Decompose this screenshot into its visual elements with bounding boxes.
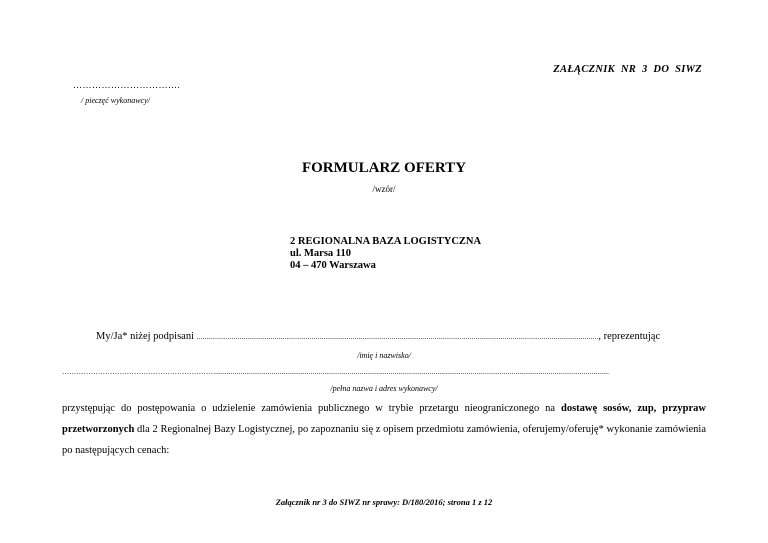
recipient-address — [290, 236, 481, 272]
annex-label: ZAŁĄCZNIK NR 3 DO SIWZ — [553, 64, 702, 75]
signatory-line — [96, 331, 660, 342]
signatory-lead: My/Ja* niżej podpisani — [96, 331, 194, 342]
page-subtitle: /wzór/ — [372, 184, 396, 194]
signatory-trail: , reprezentując — [598, 331, 661, 342]
body-text-subject: dostawę sosów, zup, przypraw przetworzonych — [62, 403, 706, 435]
page-title: FORMULARZ OFERTY — [301, 160, 467, 176]
recipient-street: ul. Marsa 110 — [290, 248, 351, 259]
stamp-placeholder: ……………………………. — [73, 80, 181, 90]
offer-body-text — [62, 398, 706, 461]
recipient-name: 2 REGIONALNA BAZA LOGISTYCZNA — [290, 236, 482, 247]
page-footer: Załącznik nr 3 do SIWZ nr sprawy: D/180/2016; strona 1 z 12 — [275, 497, 493, 507]
name-caption: /imię i nazwisko/ — [357, 351, 411, 360]
body-text-post: dla 2 Regionalnej Bazy Logistycznej, po zapoznaniu się z opisem przedmiotu zamówienia, oferujemy/oferuję* wykonanie zamówienia po następujących cenach: — [62, 424, 706, 456]
signatory-name-field: .............................................................................................................................................................................................................. — [196, 333, 599, 341]
company-line — [62, 366, 702, 377]
recipient-city: 04 – 470 Warszawa — [290, 260, 376, 271]
company-name-field: ………………………………………………………........................................................................................................................................................................................................... — [62, 368, 610, 376]
company-caption: /pełna nazwa i adres wykonawcy/ — [330, 384, 438, 393]
stamp-caption: / pieczęć wykonawcy/ — [81, 96, 150, 105]
body-text-pre: przystępując do postępowania o udzielenie zamówienia publicznego w trybie przetargu nieograniczonego na — [62, 403, 561, 414]
